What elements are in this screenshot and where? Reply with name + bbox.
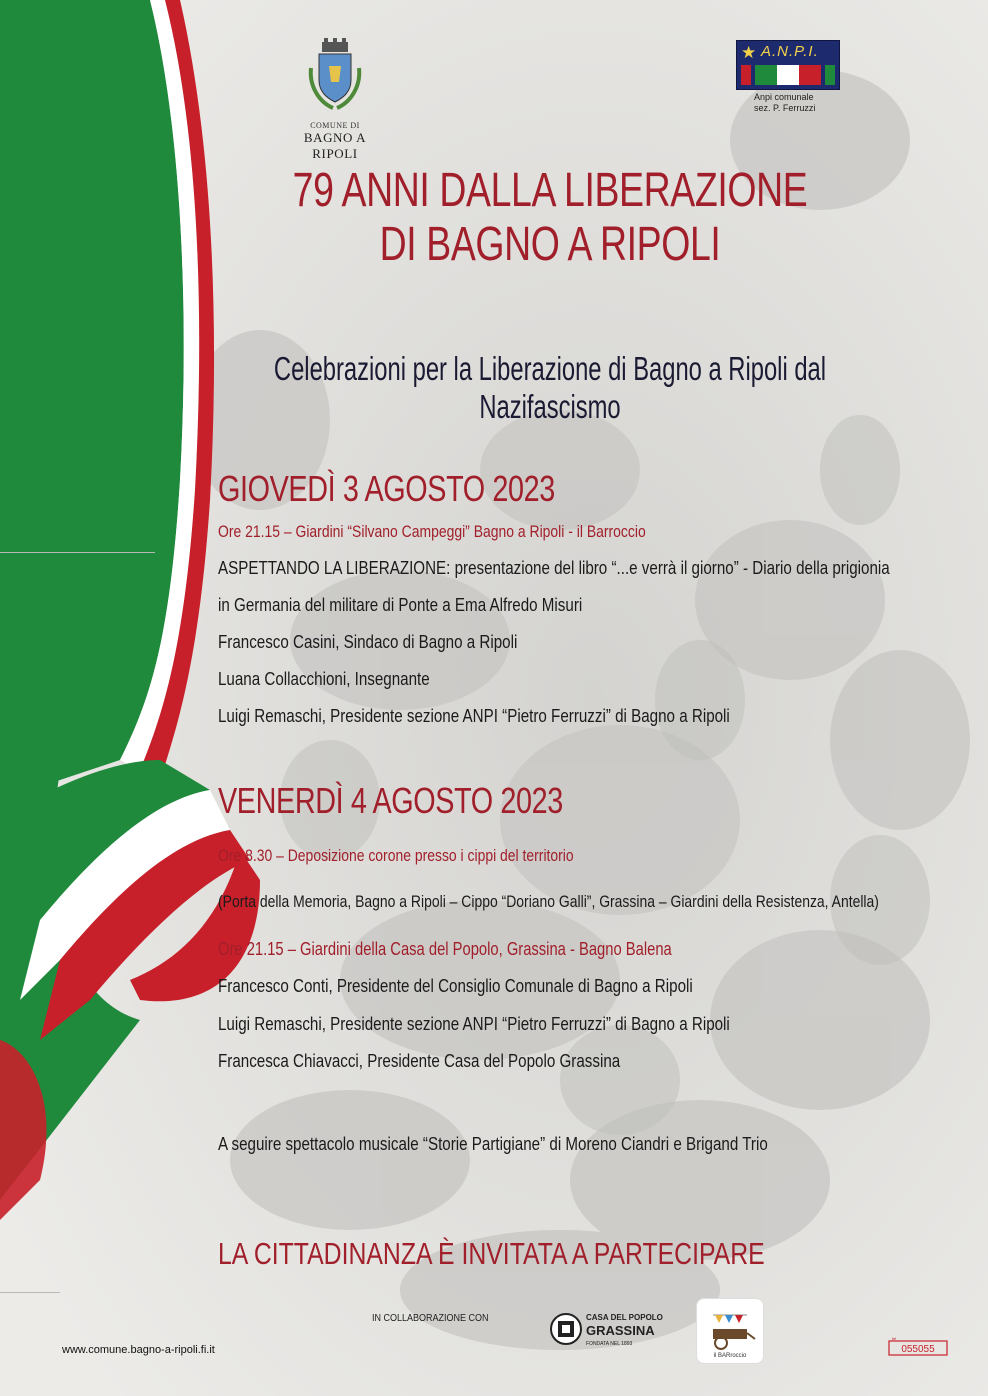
divider bbox=[0, 1292, 60, 1293]
day1-line: Luana Collacchioni, Insegnante bbox=[218, 668, 430, 689]
day2-line: Francesco Conti, Presidente del Consiglio Comunale di Bagno a Ripoli bbox=[218, 975, 693, 996]
casa-line1: CASA DEL POPOLO bbox=[586, 1313, 663, 1322]
anpi-logo bbox=[736, 40, 840, 114]
day2-event-morning: Ore 8.30 – Deposizione corone presso i cippi del territorio bbox=[218, 846, 574, 865]
day1-event: Ore 21.15 – Giardini “Silvano Campeggi” Bagno a Ripoli - il Barroccio bbox=[218, 522, 646, 541]
day1-line: in Germania del militare di Ponte a Ema Alfredo Misuri bbox=[218, 594, 583, 615]
day2-follow: A seguire spettacolo musicale “Storie Partigiane” di Moreno Ciandri e Brigand Trio bbox=[218, 1133, 768, 1154]
anpi-caption-line: sez. P. Ferruzzi bbox=[754, 103, 816, 113]
casa-line2: GRASSINA bbox=[586, 1323, 655, 1338]
day1-line: Francesco Casini, Sindaco di Bagno a Ripoli bbox=[218, 631, 518, 652]
barroccio-label: il BARroccio bbox=[713, 1353, 747, 1359]
star-icon: ★ bbox=[741, 43, 757, 62]
comune-name-label: BAGNO A RIPOLI bbox=[303, 130, 367, 161]
divider bbox=[0, 552, 155, 553]
day1-heading: GIOVEDÌ 3 AGOSTO 2023 bbox=[218, 468, 555, 509]
flag-icon bbox=[741, 65, 835, 85]
comune-small-label: COMUNE DI bbox=[310, 121, 360, 130]
anpi-caption-line: Anpi comunale bbox=[754, 92, 814, 102]
comune-logo bbox=[280, 38, 390, 162]
website-link[interactable]: www.comune.bagno-a-ripoli.fi.it bbox=[62, 1344, 215, 1356]
subtitle: Celebrazioni per la Liberazione di Bagno a Ripoli dal Nazifascismo bbox=[273, 350, 827, 425]
coat-of-arms-icon bbox=[305, 38, 365, 114]
invite-heading: LA CITTADINANZA È INVITATA A PARTECIPARE bbox=[218, 1236, 765, 1271]
day1-line: Luigi Remaschi, Presidente sezione ANPI “Pietro Ferruzzi” di Bagno a Ripoli bbox=[218, 705, 730, 726]
day2-places: (Porta della Memoria, Bagno a Ripoli – Cippo “Doriano Galli”, Grassina – Giardini della Resistenza, Antella) bbox=[218, 892, 879, 911]
tel-badge bbox=[888, 1336, 948, 1356]
day2-heading: VENERDÌ 4 AGOSTO 2023 bbox=[218, 780, 563, 821]
day2-line: Luigi Remaschi, Presidente sezione ANPI “Pietro Ferruzzi” di Bagno a Ripoli bbox=[218, 1013, 730, 1034]
day2-event-evening: Ore 21.15 – Giardini della Casa del Popolo, Grassina - Bagno Balena bbox=[218, 939, 672, 959]
casa-line3: FONDATA NEL 1893 bbox=[586, 1341, 633, 1347]
casa-del-popolo-logo bbox=[548, 1305, 670, 1353]
title-line-1: 79 ANNI DALLA LIBERAZIONE bbox=[292, 164, 808, 217]
anpi-logo-text: A.N.P.I. bbox=[761, 43, 819, 60]
collaboration-label: IN COLLABORAZIONE CON bbox=[372, 1313, 489, 1324]
barroccio-logo bbox=[696, 1298, 764, 1364]
tel-label: tel bbox=[892, 1336, 897, 1341]
day2-line: Francesca Chiavacci, Presidente Casa del Popolo Grassina bbox=[218, 1050, 621, 1071]
day1-line: ASPETTANDO LA LIBERAZIONE: presentazione del libro “...e verrà il giorno” - Diario della prigionia bbox=[218, 557, 890, 578]
tel-number: 055055 bbox=[901, 1344, 935, 1355]
main-title bbox=[215, 164, 886, 272]
title-line-2: DI BAGNO A RIPOLI bbox=[379, 218, 721, 271]
